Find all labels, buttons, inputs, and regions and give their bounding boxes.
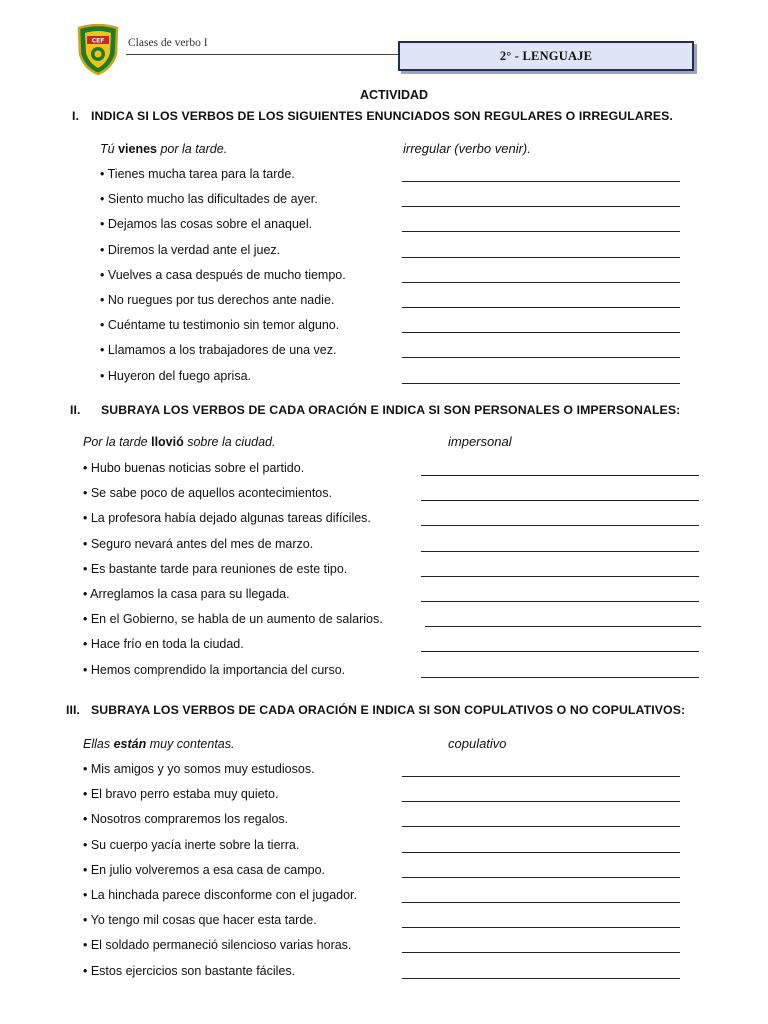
answer-blank-line[interactable] bbox=[402, 282, 680, 283]
exercise-sentence: • Huyeron del fuego aprisa. bbox=[100, 368, 251, 383]
exercise-sentence: • No ruegues por tus derechos ante nadie. bbox=[100, 293, 335, 307]
section-1-number: I. bbox=[72, 109, 80, 123]
answer-blank-line[interactable] bbox=[402, 181, 680, 182]
answer-blank-line[interactable] bbox=[421, 576, 699, 577]
answer-blank-line[interactable] bbox=[402, 231, 680, 232]
answer-blank-line[interactable] bbox=[402, 902, 680, 903]
answer-blank-line[interactable] bbox=[421, 677, 699, 678]
answer-blank-line[interactable] bbox=[402, 952, 680, 953]
answer-blank-line[interactable] bbox=[421, 500, 699, 501]
answer-blank-line[interactable] bbox=[421, 551, 699, 552]
answer-blank-line[interactable] bbox=[402, 978, 680, 979]
exercise-sentence: • Es bastante tarde para reuniones de este tipo. bbox=[83, 561, 348, 576]
answer-blank-line[interactable] bbox=[402, 206, 680, 207]
exercise-sentence: • En el Gobierno, se habla de un aumento de salarios. bbox=[83, 612, 383, 627]
section-2-number: II. bbox=[70, 403, 81, 417]
exercise-sentence: • Llamamos a los trabajadores de una vez. bbox=[100, 343, 337, 358]
section-1-example: Tú vienes por la tarde. bbox=[100, 142, 228, 156]
section-3-number: III. bbox=[66, 703, 81, 717]
exercise-sentence: • El soldado permaneció silencioso varias horas. bbox=[83, 938, 352, 953]
example-verb: vienes bbox=[118, 142, 157, 156]
section-1-heading-text: INDICA SI LOS VERBOS DE LOS SIGUIENTES ENUNCIADOS SON REGULARES O IRREGULARES. bbox=[91, 109, 673, 123]
section-3-heading bbox=[66, 703, 685, 717]
answer-blank-line[interactable] bbox=[402, 332, 680, 333]
answer-blank-line[interactable] bbox=[402, 307, 680, 308]
exercise-sentence: • Hubo buenas noticias sobre el partido. bbox=[83, 461, 305, 475]
answer-blank-line[interactable] bbox=[402, 852, 680, 853]
answer-blank-line[interactable] bbox=[421, 651, 699, 652]
exercise-sentence: • En julio volveremos a esa casa de campo. bbox=[83, 862, 325, 877]
exercise-sentence: • Hemos comprendido la importancia del curso. bbox=[83, 662, 346, 677]
exercise-sentence: • Yo tengo mil cosas que hacer esta tarde. bbox=[83, 913, 317, 928]
example-verb: están bbox=[113, 737, 147, 751]
answer-blank-line[interactable] bbox=[421, 525, 699, 526]
section-2-heading-text: SUBRAYA LOS VERBOS DE CADA ORACIÓN E INDICA SI SON PERSONALES O IMPERSONALES: bbox=[101, 403, 681, 417]
section-3-example-answer: copulativo bbox=[448, 736, 507, 751]
exercise-sentence: • El bravo perro estaba muy quieto. bbox=[83, 787, 279, 802]
exercise-sentence: • Diremos la verdad ante el juez. bbox=[100, 242, 281, 257]
exercise-sentence: • La profesora había dejado algunas tareas difíciles. bbox=[83, 511, 371, 526]
answer-blank-line[interactable] bbox=[421, 601, 699, 602]
section-3-example: Ellas están muy contentas. bbox=[83, 737, 235, 751]
answer-blank-line[interactable] bbox=[402, 257, 680, 258]
answer-blank-line[interactable] bbox=[402, 826, 680, 827]
exercise-sentence: • Siento mucho las dificultades de ayer. bbox=[100, 192, 318, 207]
exercise-sentence: • Hace frío en toda la ciudad. bbox=[83, 637, 244, 652]
exercise-sentence: • Seguro nevará antes del mes de marzo. bbox=[83, 536, 314, 551]
section-3-heading-text: SUBRAYA LOS VERBOS DE CADA ORACIÓN E INDICA SI SON COPULATIVOS O NO COPULATIVOS: bbox=[91, 703, 686, 717]
activity-title: ACTIVIDAD bbox=[359, 88, 429, 102]
exercise-sentence: • Estos ejercicios son bastante fáciles. bbox=[83, 963, 296, 978]
exercise-sentence: • Dejamos las cosas sobre el anaquel. bbox=[100, 217, 313, 232]
answer-blank-line[interactable] bbox=[402, 357, 680, 358]
section-1-example-answer: irregular (verbo venir). bbox=[403, 141, 531, 156]
exercise-sentence: • Cuéntame tu testimonio sin temor alguno. bbox=[100, 318, 340, 333]
exercise-sentence: • Tienes mucha tarea para la tarde. bbox=[100, 167, 295, 181]
exercise-sentence: • Su cuerpo yacía inerte sobre la tierra. bbox=[83, 837, 300, 852]
answer-blank-line[interactable] bbox=[402, 383, 680, 384]
answer-blank-line[interactable] bbox=[402, 801, 680, 802]
answer-blank-line[interactable] bbox=[425, 626, 701, 627]
section-2-example: Por la tarde llovió sobre la ciudad. bbox=[83, 435, 276, 449]
section-1-heading bbox=[72, 109, 673, 123]
grade-label-box: 2° - LENGUAJE bbox=[398, 41, 694, 71]
school-crest-logo bbox=[76, 24, 120, 76]
answer-blank-line[interactable] bbox=[402, 927, 680, 928]
answer-blank-line[interactable] bbox=[402, 877, 680, 878]
section-2-heading bbox=[70, 403, 680, 417]
answer-blank-line[interactable] bbox=[421, 475, 699, 476]
exercise-sentence: • La hinchada parece disconforme con el jugador. bbox=[83, 888, 357, 902]
exercise-sentence: • Arreglamos la casa para su llegada. bbox=[83, 587, 290, 601]
example-verb: llovió bbox=[151, 435, 184, 449]
exercise-sentence: • Nosotros compraremos los regalos. bbox=[83, 812, 289, 827]
section-2-example-answer: impersonal bbox=[448, 434, 512, 449]
exercise-sentence: • Se sabe poco de aquellos acontecimientos. bbox=[83, 486, 332, 501]
exercise-sentence: • Vuelves a casa después de mucho tiempo. bbox=[100, 267, 346, 282]
header-rule bbox=[126, 54, 399, 55]
crest-lettering: CEF bbox=[91, 37, 105, 45]
document-title: Clases de verbo I bbox=[128, 37, 208, 49]
exercise-sentence: • Mis amigos y yo somos muy estudiosos. bbox=[83, 762, 315, 776]
answer-blank-line[interactable] bbox=[402, 776, 680, 777]
